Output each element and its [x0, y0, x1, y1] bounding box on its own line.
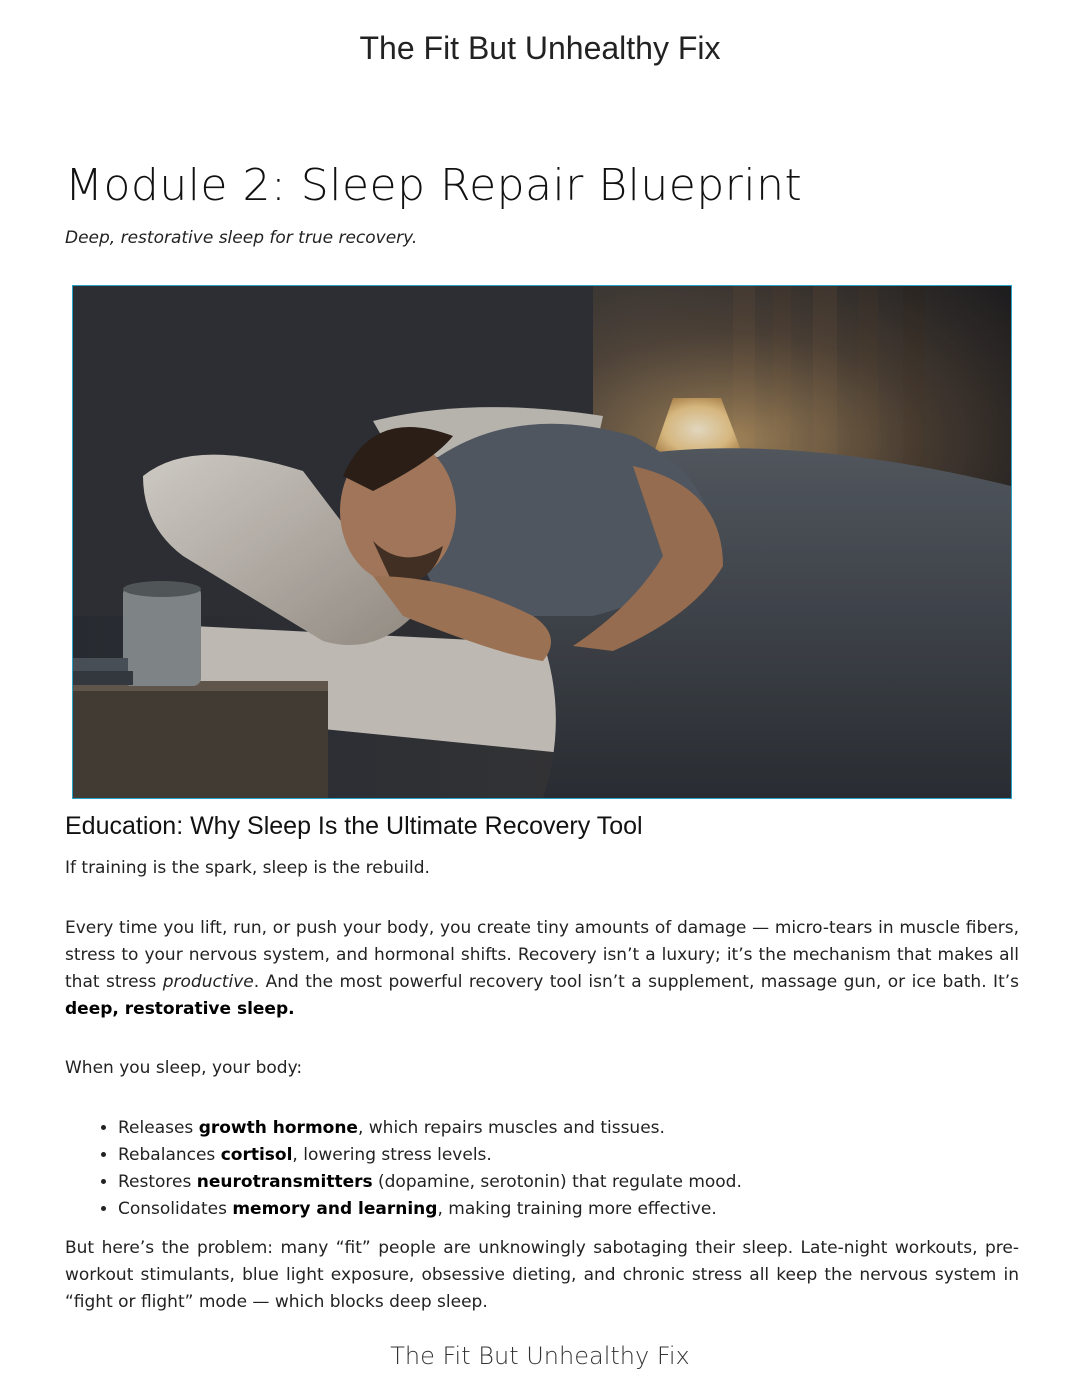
list-item-strong: growth hormone	[198, 1118, 358, 1138]
list-item-strong: memory and learning	[232, 1199, 438, 1219]
list-item-strong: cortisol	[220, 1145, 293, 1165]
list-item-text: Rebalances	[118, 1145, 221, 1165]
recovery-text-1: Every time you lift, run, or push your body, you create tiny amounts of damage — micro-tears in muscle fibers, stress to your nervous system, and hormonal shifts. Recovery isn’t a luxury; it’s the mechanism that makes all that stress	[65, 918, 1019, 992]
benefits-list	[65, 1115, 1072, 1223]
intro-paragraph: If training is the spark, sleep is the rebuild.	[65, 858, 430, 878]
list-item-text: (dopamine, serotonin) that regulate mood.	[372, 1172, 742, 1192]
lead-paragraph: When you sleep, your body:	[65, 1058, 303, 1078]
problem-paragraph: But here’s the problem: many “fit” people are unknowingly sabotaging their sleep. Late-night workouts, pre-workout stimulants, blue light exposure, obsessive dieting, and chronic stress all keep the nervous system in “fight or flight” mode — which blocks deep sleep.	[65, 1238, 1019, 1312]
footer-title: The Fit But Unhealthy Fix	[390, 1342, 690, 1370]
list-item-text: Releases	[118, 1118, 199, 1138]
list-item	[118, 1142, 1072, 1169]
sleeping-man-photo-icon	[73, 286, 1011, 798]
list-item	[118, 1115, 1072, 1142]
hero-image	[72, 285, 1012, 799]
section-heading: Education: Why Sleep Is the Ultimate Recovery Tool	[65, 812, 643, 840]
list-item-text: , making training more effective.	[437, 1199, 717, 1219]
list-item-text: Consolidates	[118, 1199, 233, 1219]
recovery-paragraph	[65, 915, 1019, 1023]
recovery-strong: deep, restorative sleep.	[65, 999, 295, 1019]
list-item	[118, 1169, 1072, 1196]
recovery-emphasis: productive	[162, 972, 254, 992]
list-item	[118, 1196, 1072, 1223]
list-item-text: , lowering stress levels.	[292, 1145, 492, 1165]
header-title: The Fit But Unhealthy Fix	[359, 30, 721, 66]
page-subtitle: Deep, restorative sleep for true recovery.	[65, 228, 418, 248]
list-item-strong: neurotransmitters	[196, 1172, 373, 1192]
recovery-text-2: . And the most powerful recovery tool isn’t a supplement, massage gun, or ice bath. It’s	[253, 972, 1019, 992]
list-item-text: Restores	[118, 1172, 197, 1192]
list-item-text: , which repairs muscles and tissues.	[357, 1118, 665, 1138]
page-title: Module 2: Sleep Repair Blueprint	[65, 160, 803, 211]
